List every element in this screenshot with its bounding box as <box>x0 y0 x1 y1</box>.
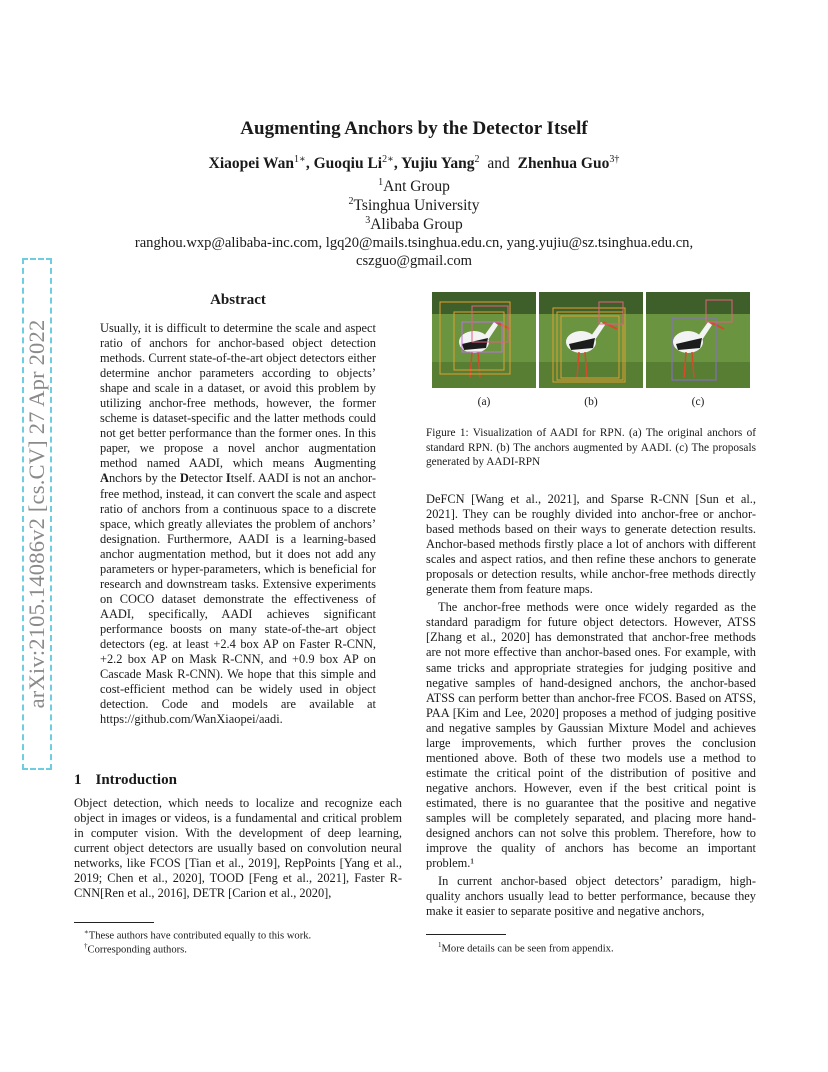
author-emails: ranghou.wxp@alibaba-inc.com, lgq20@mails.tsinghua.edu.cn, yang.yujiu@sz.tsinghua.edu.cn, cszguo@gmail.com <box>134 235 694 269</box>
affiliation-mark: 1 <box>378 177 384 188</box>
affiliation <box>0 215 828 234</box>
affiliation-name: Tsinghua University <box>353 197 480 215</box>
author-list: Xiaopei Wan$^{1∗}$, Guoqiu $Li^{2∗}$, Yujiu Yang$^2$ and Zhenhua Guo$^{3\dagger}$ <box>208 154 620 173</box>
name-initial: A <box>100 471 109 486</box>
paragraph: Object detection, which needs to localize and recognize each object in images or videos, is a fundamental and critical problem in computer vision. With the development of deep learning, current object detectors are usually based on convolution neural networks, like FCOS [Tian et al., 2019], RepPoints [Yang et al., 2019; Chen et al., 2020], TOOD [Feng et al., 2021], Faster R-CNN[Ren et al., 2016], DETR [Carion et al., 2020], <box>74 796 402 901</box>
panel-label: (a) <box>477 396 491 408</box>
author-mark: 1∗ <box>294 154 306 165</box>
introduction-body <box>74 796 402 901</box>
footnote <box>84 939 187 958</box>
affiliation-name: Ant Group <box>383 178 450 196</box>
affiliation <box>0 196 828 215</box>
affiliation <box>0 177 828 196</box>
author-name: Xiaopei Wan <box>208 155 295 173</box>
author-mark: 2 <box>474 154 480 165</box>
name-initial: A <box>314 456 323 471</box>
name-rest: nchors by the <box>108 471 180 486</box>
paragraph: DeFCN [Wang et al., 2021], and Sparse R-CNN [Sun et al., 2021]. They can be roughly divided into anchor-free or anchor-based methods based on their ways to generate detection results. Anchor-based methods firstly place a lot of anchors with different scales and aspect ratios, and then refine these anchors to generate proposals or detection results, while anchor-free methods directly generate them from feature maps. <box>426 492 756 597</box>
author-name: Zhenhua Guo <box>517 155 610 173</box>
footnote-rule <box>74 922 154 923</box>
author-mark: 2∗ <box>382 154 394 165</box>
figure-panel-proposals <box>646 292 750 388</box>
footnote-rule <box>426 934 506 935</box>
abstract-text: Usually, it is difficult to determine the scale and aspect ratio of anchors for anchor-based object detection methods. Current state-of-the-art object detectors either determine anchor parameters according to objects’ shape and scale in a dataset, or avoid this problem by utilizing anchor-free methods, however, the former scheme is dataset-specific and the latter methods could not get better performance than the former ones. In this paper, we propose a novel anchor augmentation method named AADI, which means <box>100 321 376 471</box>
paragraph: In current anchor-based object detectors’ paradigm, high-quality anchors usually lead to better performance, because they make it easier to separate positive and negative anchors, <box>426 874 756 919</box>
stork-image <box>432 292 536 388</box>
name-rest: ugmenting <box>323 456 376 471</box>
name-rest: tself <box>230 471 253 486</box>
footnote <box>438 938 614 957</box>
name-initial: D <box>179 471 189 486</box>
footnote-text: More details can be seen from appendix. <box>441 943 614 955</box>
section-heading-introduction <box>74 772 177 789</box>
affiliation-name: Alibaba Group <box>370 216 463 234</box>
abstract-text: . AADI is not an anchor-free method, instead, it can convert the scale and aspect ratio of anchors from a continuous space to a discrete space, which greatly alleviates the problem of anchors’ designation. Furthermore, AADI is a learning-based anchor augmentation method, but it does not add any parameters or hyper-parameters, which is beneficial for research and downstream tasks. Extensive experiments on COCO dataset demonstrate the effectiveness of AADI, specifically, AADI achieves significant performance boosts on many state-of-the-art object detectors (eg. at least +2.4 box AP on Faster R-CNN, +2.2 box AP on Mask R-CNN, and +0.9 box AP on Cascade Mask R-CNN). We hope that this simple and cost-efficient method can be widely used in object detection. Code and models are available at https://github.com/WanXiaopei/aadi. <box>100 471 376 727</box>
abstract-body <box>100 321 376 727</box>
section-title: Introduction <box>95 772 177 788</box>
author-conjunction: and <box>487 155 510 173</box>
footnote-mark: † <box>84 942 88 950</box>
stork-image <box>646 292 750 388</box>
arxiv-id: arXiv:2105.14086v2 [cs.CV] 27 Apr 2022 <box>24 319 49 709</box>
arxiv-watermark <box>22 258 52 770</box>
figure-panel-original-anchors <box>432 292 536 388</box>
footnote-mark: ∗ <box>84 928 89 936</box>
author-name: Guoqiu Li <box>313 155 383 173</box>
section-number: 1 <box>74 772 82 788</box>
footnote-mark: 1 <box>438 941 442 949</box>
figure-caption: Figure 1: Visualization of AADI for RPN. (a) The original anchors of standard RPN. (b) The anchors augmented by AADI. (c) The proposals generated by AADI-RPN <box>426 427 756 468</box>
right-column-body <box>426 492 756 919</box>
name-initial: I <box>225 471 231 486</box>
footnote-text: These authors have contributed equally to this work. <box>88 930 312 942</box>
paragraph: The anchor-free methods were once widely regarded as the standard paradigm for future object detectors. However, ATSS [Zhang et al., 2020] has demonstrated that anchor-free methods are not more effective than anchor-based ones. For example, with same tricks and appropriate strategies for judging positive and negative samples of hand-designed anchors, the anchor-based ATSS can perform better than anchor-free FCOS. Based on ATSS, PAA [Kim and Lee, 2020] proposes a method of judging positive and negative samples by Gaussian Mixture Model and achieves large improvements, which further proves the conclusion mentioned above. Both of these two models use a method to estimate the critical point of the distribution of positive and negative anchors. However, even if the best critical point is estimated, there is no guarantee that the positive and negative samples will be completely separated, and placing more hand-designed anchors can not solve this problem. Therefore, how to improve the quality of anchors has become an important problem.¹ <box>426 600 756 871</box>
paper-title: Augmenting Anchors by the Detector Itself <box>240 118 588 139</box>
figure-panel-augmented-anchors <box>539 292 643 388</box>
author-name: Yujiu Yang <box>401 155 475 173</box>
panel-label: (c) <box>691 396 705 408</box>
affiliation-mark: 3 <box>365 215 371 226</box>
author-mark: 3† <box>609 154 620 165</box>
panel-label: (b) <box>584 396 598 408</box>
stork-image <box>539 292 643 388</box>
footnote-text: Corresponding authors. <box>87 944 187 956</box>
abstract-heading: Abstract <box>210 292 266 308</box>
name-rest: etector <box>188 471 226 486</box>
affiliation-mark: 2 <box>348 196 354 207</box>
